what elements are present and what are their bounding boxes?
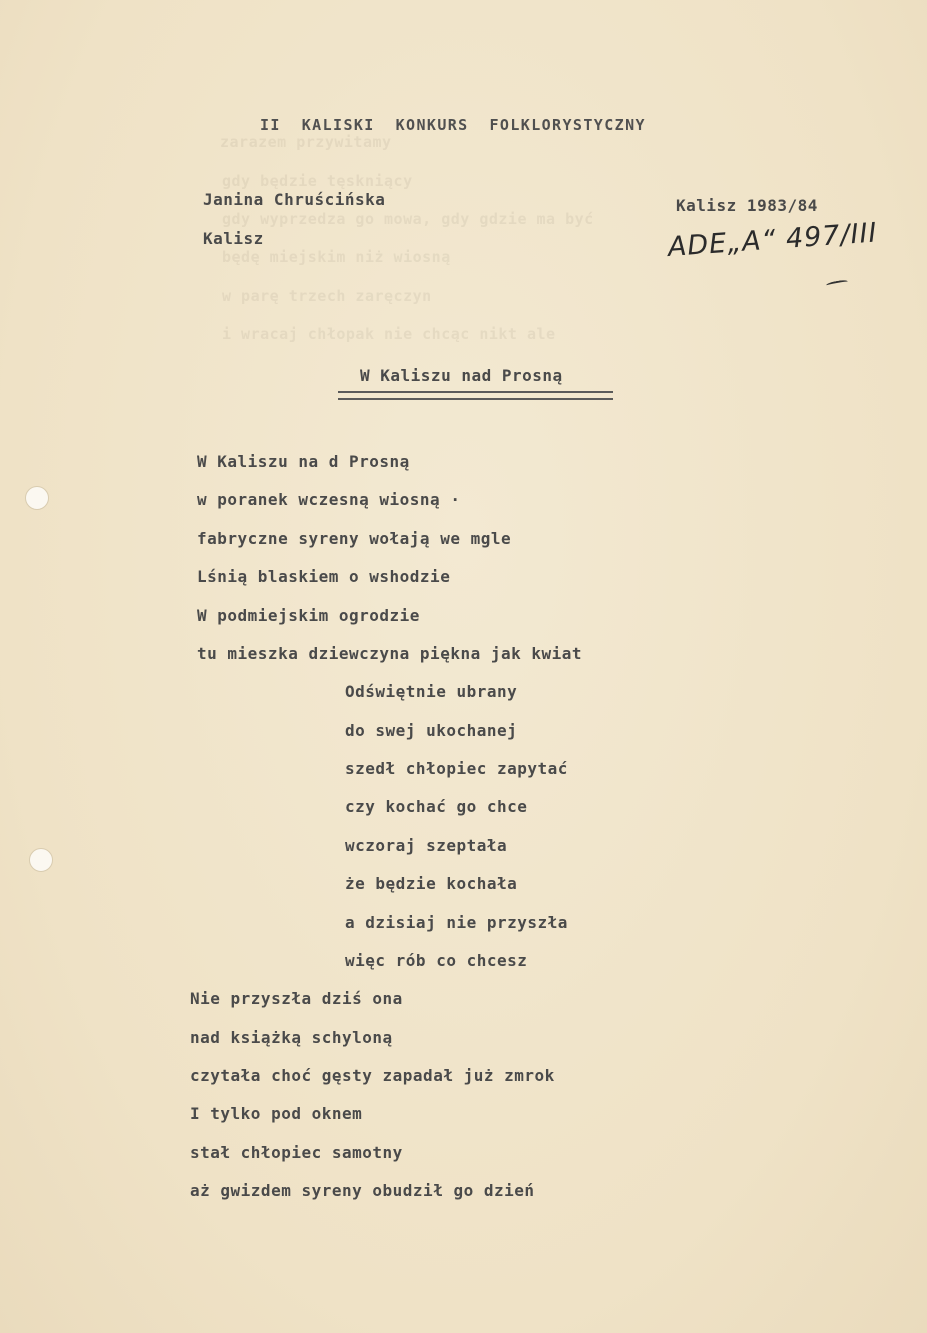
poem-line-indented: Odświętnie ubrany: [345, 682, 518, 701]
poem-line-indented: a dzisiaj nie przyszła: [345, 913, 568, 932]
show-through-line: gdy będzie tęskniący: [222, 172, 413, 190]
poem-line-indented: wczoraj szeptała: [345, 836, 508, 855]
poem-line: w poranek wczesną wiosną ·: [197, 490, 461, 509]
show-through-line: w parę trzech zaręczyn: [222, 287, 432, 305]
poem-line-indented: czy kochać go chce: [345, 797, 528, 816]
poem-line: Nie przyszła dziś ona: [190, 989, 403, 1008]
poem-title: W Kaliszu nad Prosną: [360, 366, 563, 385]
poem-line: W podmiejskim ogrodzie: [197, 606, 420, 625]
title-underline: [338, 391, 613, 400]
poem-line-indented: szedł chłopiec zapytać: [345, 759, 568, 778]
poem-line: I tylko pod oknem: [190, 1104, 363, 1123]
punch-hole-upper: [25, 486, 49, 510]
poem-line-indented: że będzie kochała: [345, 874, 518, 893]
show-through-line: zarazem przywitamy: [220, 133, 392, 151]
archive-signature: ADE„A“ 497/III: [666, 217, 879, 263]
author-city: Kalisz: [203, 229, 264, 248]
punch-hole-lower: [29, 848, 53, 872]
poem-line: tu mieszka dziewczyna piękna jak kwiat: [197, 644, 583, 663]
poem-line: Lśnią blaskiem o wshodzie: [197, 567, 451, 586]
poem-line: stał chłopiec samotny: [190, 1143, 403, 1162]
poem-line: fabryczne syreny wołają we mgle: [197, 529, 512, 548]
show-through-line: i wracaj chłopak nie chcąc nikt ale: [222, 325, 556, 343]
show-through-line: będę miejskim niż wiosną: [222, 248, 451, 266]
poem-line-indented: do swej ukochanej: [345, 721, 518, 740]
poem-line: W Kaliszu na d Prosną: [197, 452, 410, 471]
poem-line: aż gwizdem syreny obudził go dzień: [190, 1181, 535, 1200]
poem-line: czytała choć gęsty zapadał już zmrok: [190, 1066, 555, 1085]
poem-line: nad książką schyloną: [190, 1028, 393, 1047]
contest-title: II KALISKI KONKURS FOLKLORYSTYCZNY: [260, 116, 646, 134]
place-date: Kalisz 1983/84: [676, 196, 818, 215]
author-name: Janina Chruścińska: [203, 190, 386, 209]
show-through-line: gdy wyprzedza go mowa, gdy gdzie ma być: [222, 210, 594, 228]
poem-line-indented: więc rób co chcesz: [345, 951, 528, 970]
